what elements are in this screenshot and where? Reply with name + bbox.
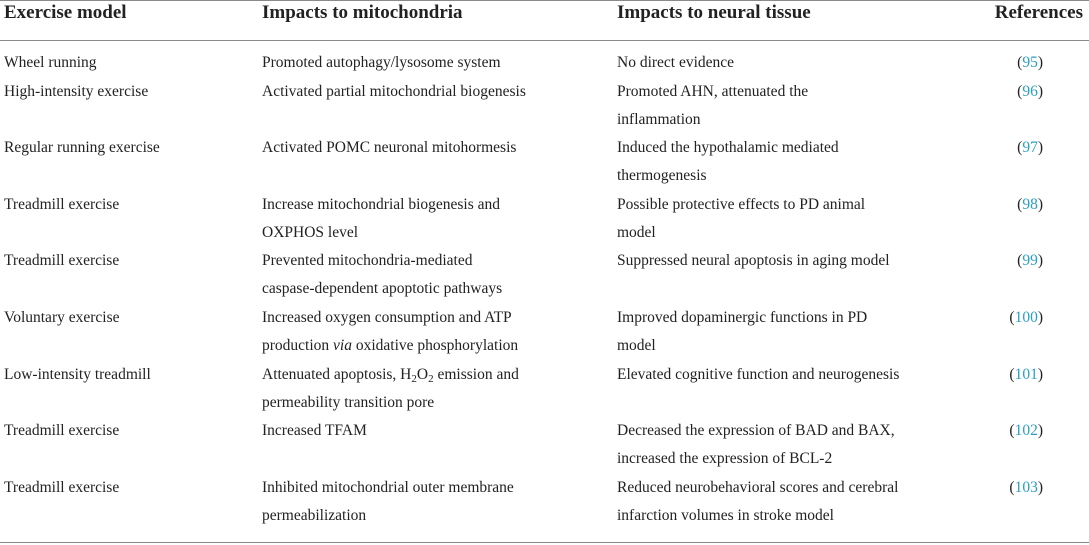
cell-neural-line1: Elevated cognitive function and neurogenesis bbox=[617, 366, 900, 383]
cell-mito-line1: Inhibited mitochondrial outer membrane bbox=[262, 479, 514, 496]
reference-link[interactable]: 98 bbox=[1022, 196, 1038, 213]
cell-neural-line1: No direct evidence bbox=[617, 54, 735, 71]
cell-mito-line1: Activated POMC neuronal mitohormesis bbox=[262, 139, 517, 156]
header-impacts-mitochondria: Impacts to mitochondria bbox=[262, 2, 463, 23]
cell-exercise-model: Voluntary exercise bbox=[4, 309, 120, 326]
cell-neural-line1: Possible protective effects to PD animal bbox=[617, 196, 866, 213]
cell-reference: (100) bbox=[1009, 309, 1043, 326]
table-top-rule bbox=[0, 0, 1089, 1]
cell-neural-line1: Improved dopaminergic functions in PD bbox=[617, 309, 868, 326]
cell-mito-line1: Increased TFAM bbox=[262, 422, 367, 439]
header-references: References bbox=[994, 2, 1083, 23]
reference-link[interactable]: 103 bbox=[1014, 479, 1038, 496]
cell-reference: (95) bbox=[1017, 54, 1043, 71]
reference-link[interactable]: 97 bbox=[1022, 139, 1038, 156]
cell-mito-line1: Increased oxygen consumption and ATP bbox=[262, 309, 512, 326]
cell-reference: (96) bbox=[1017, 83, 1043, 100]
reference-link[interactable]: 102 bbox=[1014, 422, 1038, 439]
reference-link[interactable]: 96 bbox=[1022, 83, 1038, 100]
cell-neural-line2: model bbox=[617, 224, 656, 241]
cell-mito-line2: permeabilization bbox=[262, 507, 367, 524]
cell-neural-line2: inflammation bbox=[617, 111, 701, 128]
cell-reference: (97) bbox=[1017, 139, 1043, 156]
cell-reference: (102) bbox=[1009, 422, 1043, 439]
header-rule bbox=[0, 40, 1089, 41]
table-bottom-rule bbox=[0, 542, 1089, 543]
cell-exercise-model: Treadmill exercise bbox=[4, 252, 120, 269]
cell-exercise-model: Treadmill exercise bbox=[4, 422, 120, 439]
cell-neural-line2: infarction volumes in stroke model bbox=[617, 507, 834, 524]
cell-reference: (98) bbox=[1017, 196, 1043, 213]
cell-mito-line2: permeability transition pore bbox=[262, 394, 435, 411]
header-impacts-neural: Impacts to neural tissue bbox=[617, 2, 811, 23]
reference-link[interactable]: 101 bbox=[1014, 366, 1038, 383]
cell-mito-line1: Attenuated apoptosis, $H_2O_2$ emission and bbox=[262, 366, 519, 385]
cell-mito-line2: caspase-dependent apoptotic pathways bbox=[262, 280, 503, 297]
cell-mito-line1: Increase mitochondrial biogenesis and bbox=[262, 196, 501, 213]
cell-neural-line1: Promoted AHN, attenuated the bbox=[617, 83, 809, 100]
cell-mito-line1: Prevented mitochondria-mediated bbox=[262, 252, 473, 269]
cell-exercise-model: Treadmill exercise bbox=[4, 479, 120, 496]
cell-neural-line2: thermogenesis bbox=[617, 167, 707, 184]
cell-mito-line1: Activated partial mitochondrial biogenesis bbox=[262, 83, 526, 100]
reference-link[interactable]: 99 bbox=[1022, 252, 1038, 269]
cell-exercise-model: Wheel running bbox=[4, 54, 97, 71]
cell-exercise-model: Treadmill exercise bbox=[4, 196, 120, 213]
reference-link[interactable]: 95 bbox=[1022, 54, 1038, 71]
cell-mito-line2: production via oxidative phosphorylation bbox=[262, 337, 519, 354]
reference-link[interactable]: 100 bbox=[1014, 309, 1038, 326]
cell-neural-line1: Reduced neurobehavioral scores and cerebral bbox=[617, 479, 899, 496]
cell-neural-line1: Induced the hypothalamic mediated bbox=[617, 139, 839, 156]
cell-exercise-model: High-intensity exercise bbox=[4, 83, 149, 100]
cell-reference: (101) bbox=[1009, 366, 1043, 383]
cell-exercise-model: Regular running exercise bbox=[4, 139, 160, 156]
cell-mito-line2: OXPHOS level bbox=[262, 224, 359, 241]
cell-neural-line1: Suppressed neural apoptosis in aging model bbox=[617, 252, 890, 269]
cell-exercise-model: Low-intensity treadmill bbox=[4, 366, 151, 383]
cell-reference: (99) bbox=[1017, 252, 1043, 269]
cell-neural-line2: increased the expression of BCL-2 bbox=[617, 450, 833, 467]
cell-neural-line2: model bbox=[617, 337, 656, 354]
cell-mito-line1: Promoted autophagy/lysosome system bbox=[262, 54, 501, 71]
cell-neural-line1: Decreased the expression of BAD and BAX, bbox=[617, 422, 895, 439]
header-exercise-model: Exercise model bbox=[4, 2, 127, 23]
cell-reference: (103) bbox=[1009, 479, 1043, 496]
